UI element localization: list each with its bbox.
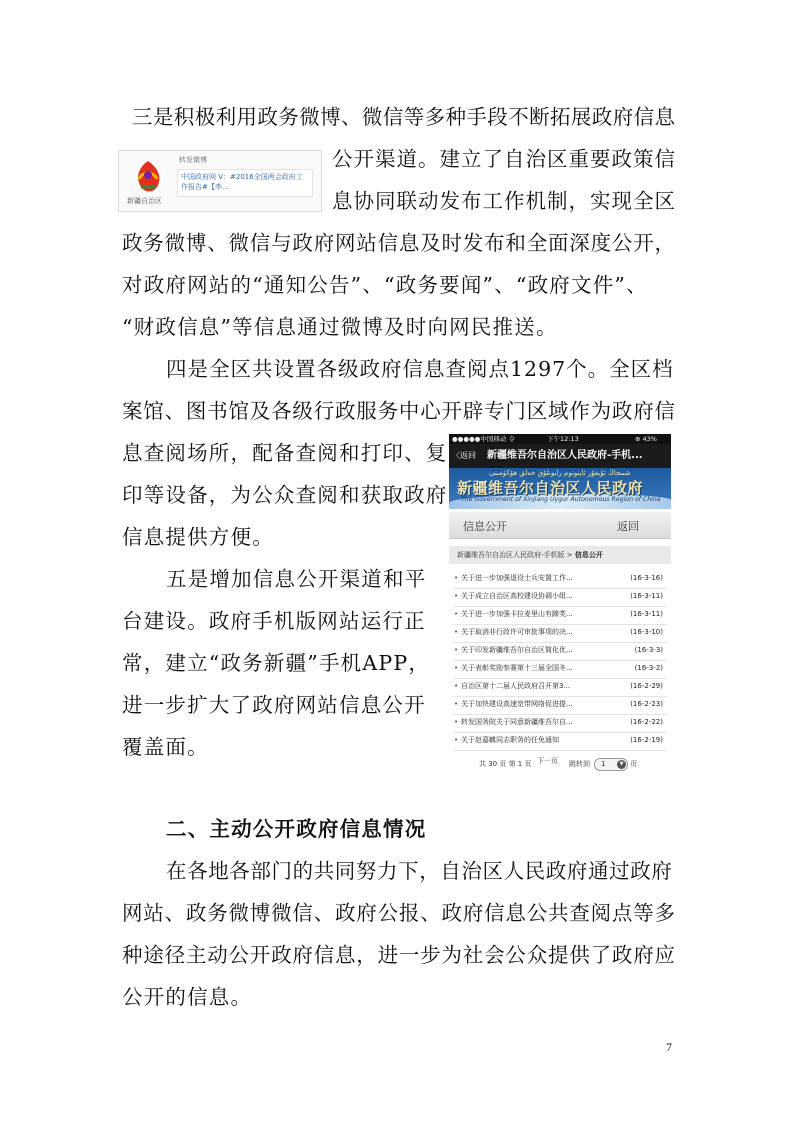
news-item-date: (16-2-22) [630, 718, 663, 726]
weibo-repost-title: 转发微博 [179, 156, 207, 164]
paragraph-line: 公开的信息。 [122, 985, 253, 1009]
news-item-title: 关于印发新疆维吾尔自治区简化优... [461, 646, 573, 654]
nav-bar [449, 444, 671, 468]
news-item-title: 关于取消非行政许可审批事项的决... [461, 628, 573, 636]
paragraph-line: 案馆、图书馆及各级行政服务中心开辟专门区域作为政府信 [122, 399, 676, 423]
bullet-icon: • [454, 610, 459, 618]
next-page-link[interactable]: 下一页 [537, 757, 558, 765]
paragraph-line: 对政府网站的“通知公告”、“政务要闻”、“政府文件”、 [122, 273, 648, 297]
paragraph-line: 三是积极利用政务微博、微信等多种手段不断拓展政府信息 [132, 105, 676, 129]
news-item-date: (16-2-23) [630, 700, 663, 708]
news-item-title: 关于进一步加强卡拉麦里山有蹄类... [461, 610, 573, 618]
paragraph-line: 信息提供方便。 [122, 525, 274, 549]
page-number: 7 [666, 1040, 672, 1054]
bullet-icon: • [454, 664, 459, 672]
news-item[interactable] [453, 678, 667, 697]
bullet-icon: • [454, 592, 459, 600]
breadcrumb-home-link[interactable]: 新疆维吾尔自治区人民政府-手机版 > [457, 551, 575, 559]
paragraph-line: 五是增加信息公开渠道和平 [166, 567, 427, 591]
weibo-repost-content: 中国政府网 V：#2016全国两会政府工作报告#【李… [177, 169, 313, 197]
chevron-down-icon: ▼ [617, 760, 626, 769]
pagination [449, 759, 671, 773]
battery-indicator: ⊕ 43% [635, 435, 657, 443]
news-item-title: 关于进一步加强退役士兵安置工作... [461, 574, 573, 582]
bullet-icon: • [454, 574, 459, 582]
section-heading: 二、主动公开政府信息情况 [166, 817, 427, 841]
news-item-date: (16-3-3) [634, 646, 663, 654]
paragraph-line: 覆盖面。 [122, 735, 209, 759]
news-item-title: 关于加快建设高速宽带网络促进提... [461, 700, 573, 708]
news-item[interactable] [453, 570, 667, 589]
paragraph-line: 政务微博、微信与政府网站信息及时发布和全面深度公开， [122, 231, 676, 255]
paragraph-line: 印等设备，为公众查阅和获取政府 [122, 483, 448, 507]
government-banner [449, 468, 671, 509]
pager-total: 共 30 页 第 1 页 [479, 760, 532, 768]
bullet-icon: • [454, 646, 459, 654]
paragraph-line: 公开渠道。建立了自治区重要政策信 [332, 147, 676, 171]
paragraph-line: 息查阅场所，配备查阅和打印、复 [122, 441, 448, 465]
news-item-date: (16-3-11) [630, 610, 663, 618]
info-back-button[interactable]: 返回 [617, 520, 639, 533]
news-item-date: (16-3-10) [630, 628, 663, 636]
paragraph-line: 种途径主动公开政府信息，进一步为社会公众提供了政府应 [122, 943, 676, 967]
paragraph-line: 在各地各部门的共同努力下，自治区人民政府通过政府 [166, 859, 673, 883]
banner-chinese-title: 新疆维吾尔自治区人民政府 [457, 479, 644, 497]
news-item-date: (16-2-29) [630, 682, 663, 690]
news-item-title: 转发国务院关于同意新疆维吾尔自... [461, 718, 573, 726]
bullet-icon: • [454, 682, 459, 690]
bullet-icon: • [454, 700, 459, 708]
news-item-date: (16-3-11) [630, 592, 663, 600]
bullet-icon: • [454, 736, 459, 744]
paragraph-line: 常，建立“政务新疆”手机APP， [122, 651, 431, 675]
jump-to-label: 跳转到 [569, 760, 590, 768]
news-item[interactable] [453, 714, 667, 733]
banner-uyghur-text: شىنجاڭ ئۇيغۇر ئاپتونوم رايونلۇق خەلق ھۆكۈمىتى [489, 469, 631, 477]
nav-title: 新疆维吾尔自治区人民政府-手机... [487, 450, 643, 461]
bullet-icon: • [454, 628, 459, 636]
news-item[interactable] [453, 606, 667, 625]
bullet-icon: • [454, 718, 459, 726]
news-item[interactable] [453, 624, 667, 643]
info-header [449, 512, 671, 539]
news-item[interactable] [453, 588, 667, 607]
weibo-screenshot [118, 150, 322, 212]
news-item-title: 关于成立自治区高校建设协调小组... [461, 592, 573, 600]
mobile-site-screenshot [449, 434, 671, 779]
news-item-date: (16-3-16) [630, 574, 663, 582]
weibo-logo-label: 新疆自治区 [127, 197, 162, 205]
status-bar [449, 434, 671, 444]
news-item[interactable] [453, 660, 667, 679]
back-button[interactable]: 〈返回 [452, 451, 476, 460]
news-item-date: (16-2-19) [630, 736, 663, 744]
news-item-title: 自治区第十二届人民政府召开第3... [461, 682, 571, 690]
breadcrumb-current: 信息公开 [574, 551, 603, 559]
paragraph-line: 四是全区共设置各级政府信息查阅点1297个。全区档 [166, 357, 674, 381]
news-item-title: 关于表彰奖励参赛第十三届全国冬... [461, 664, 573, 672]
status-time: 下午12:13 [547, 435, 579, 443]
news-item[interactable] [453, 642, 667, 661]
page-unit-label: 页 [630, 760, 637, 768]
carrier-label: ●●●●●中国移动 令 [452, 435, 515, 443]
news-item[interactable] [453, 696, 667, 715]
paragraph-line: 进一步扩大了政府网站信息公开 [122, 693, 426, 717]
page-select[interactable] [594, 758, 628, 771]
news-item-title: 关于赵嘉麒同志职务的任免通知 [461, 736, 559, 744]
page-select-value: 1 [601, 760, 606, 768]
breadcrumb [449, 546, 671, 564]
news-item[interactable] [453, 732, 667, 751]
paragraph-line: 台建设。政府手机版网站运行正 [122, 609, 426, 633]
paragraph-line: “财政信息”等信息通过微博及时向网民推送。 [122, 315, 558, 339]
paragraph-line: 息协同联动发布工作机制，实现全区 [332, 189, 676, 213]
paragraph-line: 网站、政务微博微信、政府公报、政府信息公共查阅点等多 [122, 901, 676, 925]
banner-english-title: The Government of Xinjiang Uygur Autonomous Region of China [461, 496, 661, 503]
news-item-date: (16-3-2) [634, 664, 663, 672]
info-title: 信息公开 [463, 520, 507, 533]
